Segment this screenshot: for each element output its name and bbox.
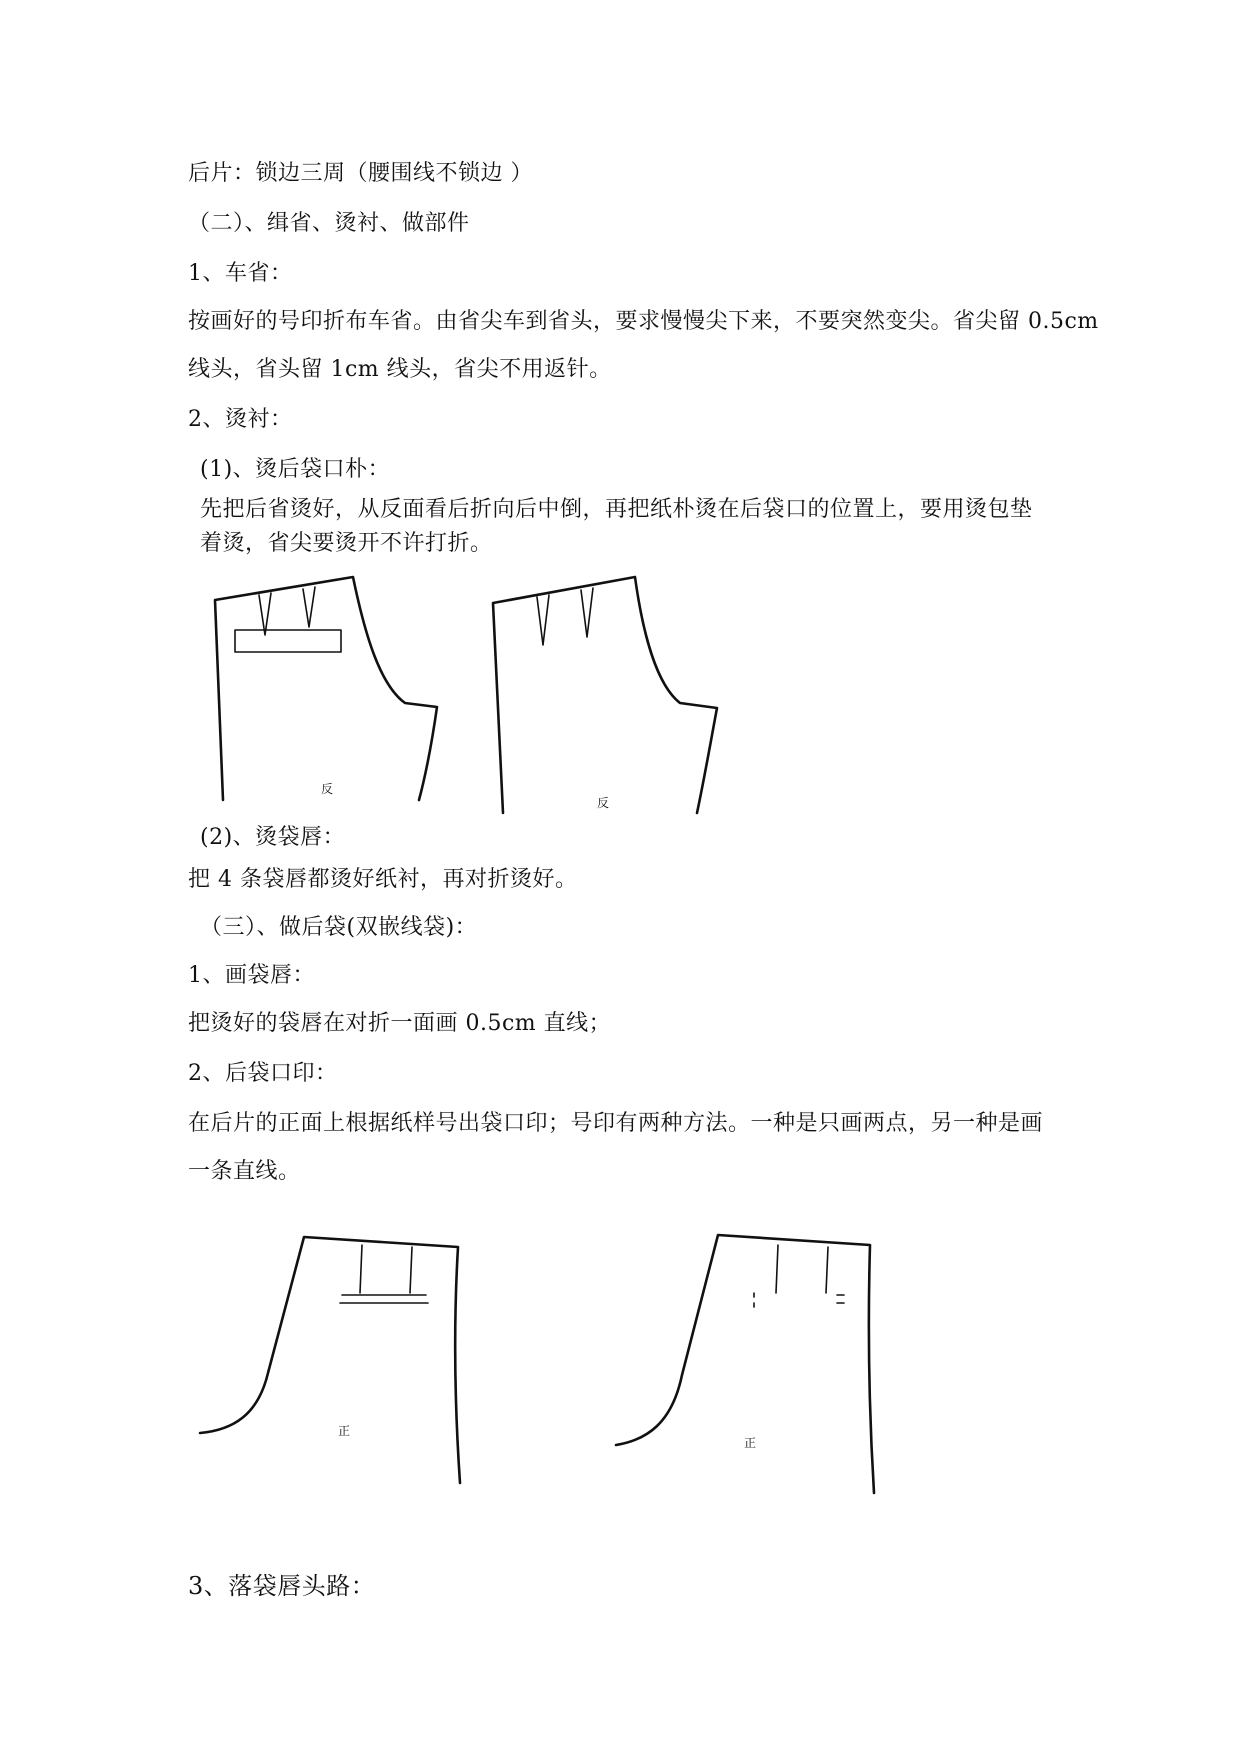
section-heading-back-pocket: （三）、做后袋(双嵌线袋)： xyxy=(200,915,478,940)
text-line-pocket-stay-1: 先把后省烫好，从反面看后折向后中倒，再把纸朴烫在后袋口的位置上，要用烫包垫 xyxy=(200,497,1033,522)
fig4-point-marks-right xyxy=(837,1295,844,1303)
text-line-back-piece-overlock: 后片：锁边三周（腰围线不锁边 ） xyxy=(188,161,533,186)
fig4-label: 正 xyxy=(744,1436,757,1450)
fig1-paper-stay xyxy=(235,630,341,652)
subheading-iron-welts: (2)、烫袋唇： xyxy=(200,825,346,850)
figure-back-piece-darts xyxy=(485,575,745,815)
text-line-dart-instructions-1: 按画好的号印折布车省。由省尖车到省头，要求慢慢尖下来，不要突然变尖。省尖留 0.5cm xyxy=(188,309,1099,334)
fig2-outline xyxy=(493,577,717,813)
text-line-pocket-mark-2: 一条直线。 xyxy=(188,1159,301,1184)
section-heading-darts-interfacing: （二）、缉省、烫衬、做部件 xyxy=(188,211,470,236)
fig3-label: 正 xyxy=(338,1424,351,1438)
subheading-sew-welt-lines: 3、落袋唇头路： xyxy=(188,1572,376,1600)
fig1-outline xyxy=(215,577,437,800)
subheading-draw-welts: 1、画袋唇： xyxy=(188,963,315,988)
text-line-draw-welts: 把烫好的袋唇在对折一面画 0.5cm 直线； xyxy=(188,1011,612,1036)
fig4-dart-left xyxy=(776,1245,778,1293)
fig4-dart-right xyxy=(826,1247,828,1293)
fig3-outline xyxy=(200,1237,460,1483)
text-line-pocket-stay-2: 着烫，省尖要烫开不许打折。 xyxy=(200,531,493,556)
subheading-iron-pocket-stay: (1)、烫后袋口朴： xyxy=(200,457,391,482)
figure-pocket-mark-points xyxy=(612,1235,892,1495)
subheading-iron-interfacing: 2、烫衬： xyxy=(188,407,293,432)
subheading-sew-darts: 1、车省： xyxy=(188,261,293,286)
text-line-dart-instructions-2: 线头，省头留 1cm 线头，省尖不用返针。 xyxy=(188,357,612,382)
fig2-dart-left xyxy=(537,595,549,645)
text-line-iron-welts: 把 4 条袋唇都烫好纸衬，再对折烫好。 xyxy=(188,867,578,892)
figure-pocket-mark-line xyxy=(198,1235,478,1495)
fig2-dart-right xyxy=(581,588,593,637)
fig3-dart-left xyxy=(360,1245,362,1293)
subheading-pocket-mark: 2、后袋口印： xyxy=(188,1061,338,1086)
fig1-label: 反 xyxy=(321,782,334,796)
fig2-label: 反 xyxy=(597,796,610,810)
fig3-dart-right xyxy=(410,1247,412,1293)
fig4-outline xyxy=(616,1235,874,1493)
text-line-pocket-mark-1: 在后片的正面上根据纸样号出袋口印；号印有两种方法。一种是只画两点，另一种是画 xyxy=(188,1111,1044,1136)
fig1-dart-left xyxy=(259,593,271,635)
fig1-dart-right xyxy=(303,587,315,627)
figure-back-piece-with-stay xyxy=(205,575,465,815)
